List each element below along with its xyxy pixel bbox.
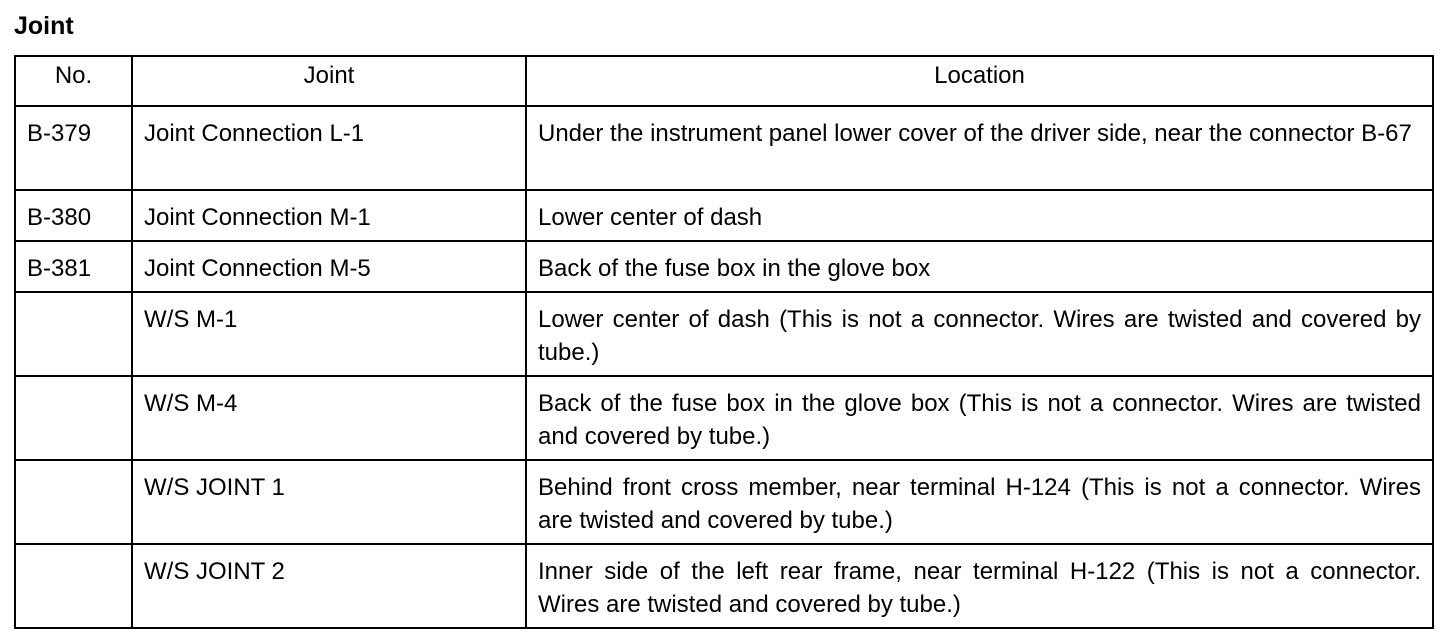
header-no: No.	[15, 56, 132, 106]
table-row	[15, 460, 1433, 544]
table-row	[15, 376, 1433, 460]
cell-location: Under the instrument panel lower cover of the driver side, near the connector B-67	[526, 106, 1433, 190]
table-header-row	[15, 56, 1433, 106]
cell-no	[15, 292, 132, 376]
cell-location: Lower center of dash	[526, 190, 1433, 241]
table-row	[15, 292, 1433, 376]
header-joint: Joint	[132, 56, 526, 106]
joint-table	[14, 55, 1434, 629]
cell-location: Inner side of the left rear frame, near terminal H-122 (This is not a connector. Wires are twisted and covered by tube.)	[526, 544, 1433, 628]
table-row	[15, 190, 1433, 241]
cell-location: Behind front cross member, near terminal H-124 (This is not a connector. Wires are twisted and covered by tube.)	[526, 460, 1433, 544]
cell-no: B-380	[15, 190, 132, 241]
cell-joint: Joint Connection L-1	[132, 106, 526, 190]
cell-joint: W/S JOINT 2	[132, 544, 526, 628]
cell-no	[15, 544, 132, 628]
cell-no: B-379	[15, 106, 132, 190]
table-row	[15, 106, 1433, 190]
cell-joint: Joint Connection M-1	[132, 190, 526, 241]
cell-joint: W/S M-1	[132, 292, 526, 376]
cell-location: Back of the fuse box in the glove box	[526, 241, 1433, 292]
cell-no	[15, 460, 132, 544]
cell-location: Lower center of dash (This is not a connector. Wires are twisted and covered by tube.)	[526, 292, 1433, 376]
section-title: Joint	[14, 12, 74, 40]
cell-no	[15, 376, 132, 460]
cell-no: B-381	[15, 241, 132, 292]
cell-joint: Joint Connection M-5	[132, 241, 526, 292]
cell-joint: W/S JOINT 1	[132, 460, 526, 544]
cell-joint: W/S M-4	[132, 376, 526, 460]
cell-location: Back of the fuse box in the glove box (This is not a connector. Wires are twisted and covered by tube.)	[526, 376, 1433, 460]
table-row	[15, 241, 1433, 292]
table-row	[15, 544, 1433, 628]
header-location: Location	[526, 56, 1433, 106]
